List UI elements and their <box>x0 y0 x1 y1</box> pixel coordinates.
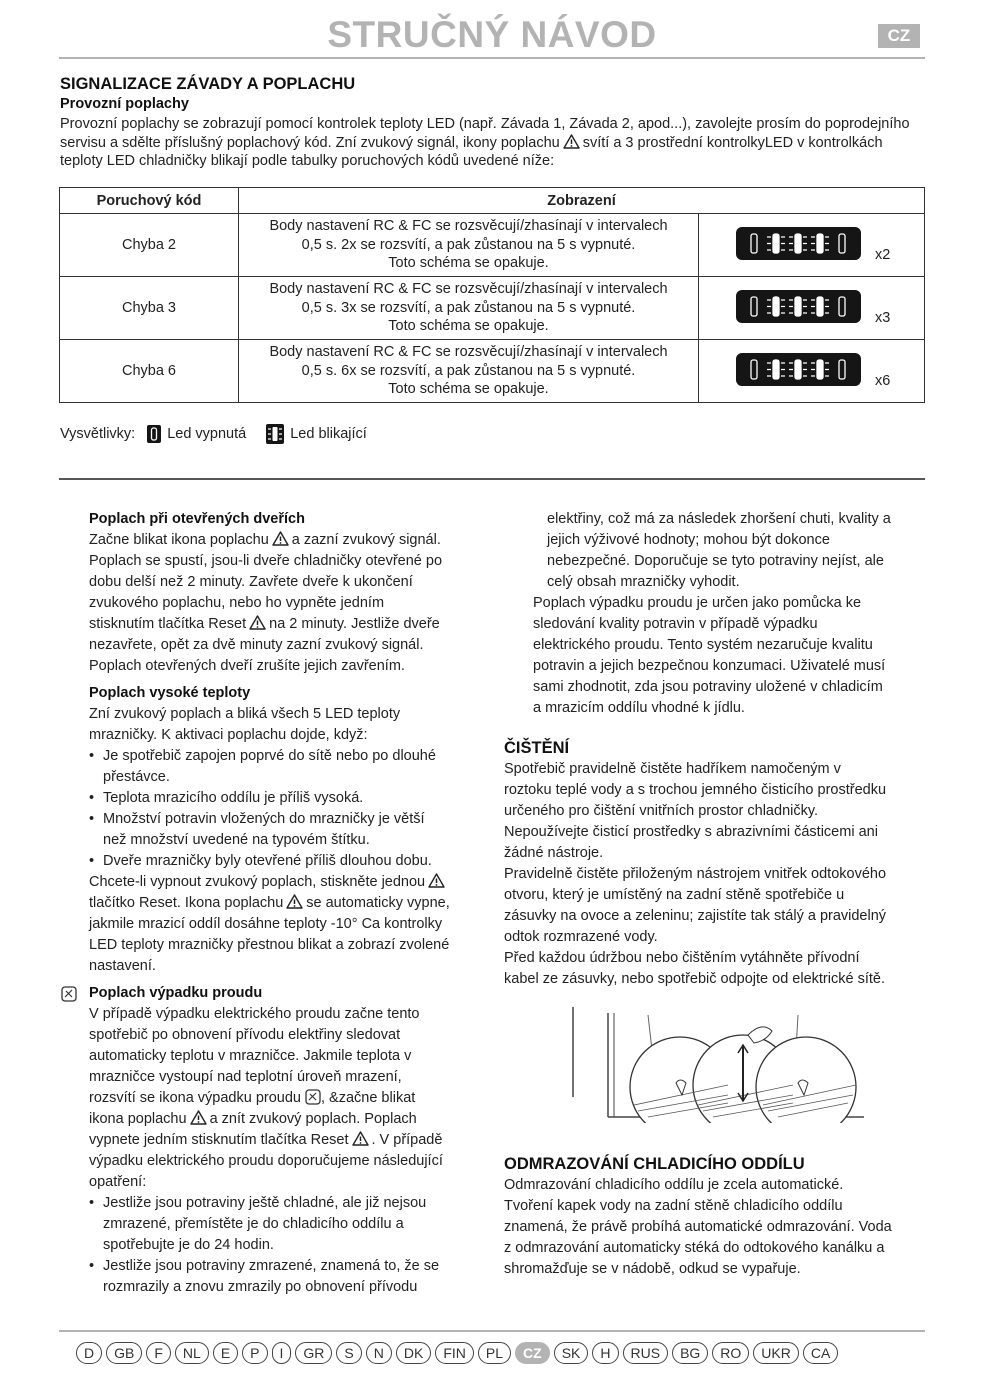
language-option-nl[interactable]: NL <box>175 1342 209 1364</box>
reset-icon <box>349 1132 372 1148</box>
left-column: Poplach při otevřených dveřích Začne blikat ikona poplachu a zazní zvukový signál. Poplach se spustí, jsou-li dveře chladničky otevřené po dobu delší než 2 minuty. Zavřete dveře k ukončení zvukového poplachu, nebo ho vypněte jedním stisknutím tlačítka Reset na 2 minuty. Jestliže dveře nezavřete, opět za dvě minuty zazní zvukový signál. Poplach otevřených dveří zrušíte jejich zavřením. Poplach vysoké teploty Zní zvukový poplach a bliká všech 5 LED teploty mrazničky. K aktivaci poplachu dojde, když: • Je spotřebič zapojen poprvé do sítě nebo po dlouhé přestávce. • Teplota mrazicího oddílu je příliš vysoká. • Množství potravin vložených do mrazničky je větší než množství uvedené na typovém štítku. • Dveře mrazničky byly otevřené příliš dlouhou dobu. Chcete-li vypnout zvukový poplach, stiskněte jednou tlačítko Reset. Ikona poplachu se automaticky vypne, jakmile mrazicí oddíl dosáhne teploty -10° Ca kontrolky LED teploty mrazničky přestnou blikat a zobrazí zvolené nastavení. Poplach výpadku proudu V případě výpadku elektrického proudu začne tento spotřebič po obnovení přívodu elektřiny sledovat automaticky teplotu v mrazničce. Jakmile teplota v mrazničce vystoupí nad teplotní úroveň mrazení, rozsvítí se ikona výpadku proudu , &začne blikat ikona poplachu a znít zvukový poplach. Poplach vypnete jedním stisknutím tlačítka Reset . V případě výpadku elektrického proudu doporučujeme následující opatření: • Jestliže jsou potraviny ještě chladné, ale již nejsou zmrazené, přemístěte je do chladicího oddílu a spotřebujte je do 24 hodin. • Jestliže jsou potraviny zmrazené, znamená to, že se rozmrazily a znovu zmrazily po obnovení přívodu <box>89 509 489 1298</box>
language-option-h[interactable]: H <box>592 1342 618 1364</box>
list-item: • Jestliže jsou potraviny ještě chladné, ale již nejsou zmrazené, přemístěte je do chladicího oddílu a spotřebujte je do 24 hodin. <box>89 1193 489 1256</box>
legend-label: Vysvětlivky: <box>60 426 136 442</box>
display-cell <box>699 277 925 340</box>
led-off-icon <box>839 360 845 379</box>
legend <box>60 424 373 444</box>
blink-count: x6 <box>875 373 891 389</box>
power-failure-alarm-title: Poplach výpadku proudu <box>89 983 489 1004</box>
language-option-pl[interactable]: PL <box>478 1342 511 1364</box>
led-off-icon <box>839 234 845 253</box>
legend-led-off: Led vypnutá <box>167 426 247 442</box>
high-temp-alarm-title: Poplach vysoké teploty <box>89 685 251 701</box>
language-option-ukr[interactable]: UKR <box>753 1342 799 1364</box>
defrost-section: ODMRAZOVÁNÍ CHLADICÍHO ODDÍLU Odmrazování chladicího oddílu je zcela automatické. Tvoření kapek vody na zadní stěně chladicího oddílu znamená, že právě probíhá automatické odmrazování. Voda z odmrazování automaticky stéká do odtokového kanálku a shromažďuje se v nádobě, odkud se vypařuje. <box>504 1154 929 1280</box>
language-option-ca[interactable]: CA <box>803 1342 838 1364</box>
alarm-icon <box>269 532 292 548</box>
list-item: • Dveře mrazničky byly otevřené příliš dlouhou dobu. <box>89 851 489 872</box>
alarm-icon <box>187 1111 210 1127</box>
column-header-code: Poruchový kód <box>60 188 239 214</box>
fault-code: Chyba 2 <box>60 214 239 277</box>
led-off-icon <box>839 297 845 316</box>
language-option-sk[interactable]: SK <box>554 1342 589 1364</box>
list-item: • Množství potravin vložených do mrazničky je větší než množství uvedené na typovém štítku. <box>89 809 489 851</box>
led-blink-icon <box>767 297 785 316</box>
fault-description: Body nastavení RC & FC se rozsvěcují/zhasínají v intervalech 0,5 s. 3x se rozsvítí, a pak zůstanou na 5 s vypnuté. Toto schéma se opakuje. <box>239 277 699 340</box>
fault-description: Body nastavení RC & FC se rozsvěcují/zhasínají v intervalech 0,5 s. 6x se rozsvítí, a pak zůstanou na 5 s vypnuté. Toto schéma se opakuje. <box>239 340 699 403</box>
led-blink-icon <box>789 297 807 316</box>
fault-description: Body nastavení RC & FC se rozsvěcují/zhasínají v intervalech 0,5 s. 2x se rozsvítí, a pak zůstanou na 5 s vypnuté. Toto schéma se opakuje. <box>239 214 699 277</box>
language-option-d[interactable]: D <box>76 1342 102 1364</box>
alarm-icon <box>560 135 583 151</box>
section-subtitle: Provozní poplachy <box>60 96 189 112</box>
language-option-f[interactable]: F <box>146 1342 171 1364</box>
led-off-icon <box>147 425 161 443</box>
led-off-icon <box>751 360 757 379</box>
legend-led-blink: Led blikající <box>290 426 367 442</box>
right-column-continuation: elektřiny, což má za následek zhoršení chuti, kvality a jejich výživové hodnoty; mohou být dokonce nebezpečné. Doporučuje se tyto potraviny nejíst, ale celý obsah mrazničky vyhodit. Poplach výpadku proudu je určen jako pomůcka ke sledování kvality potravin v případě výpadku elektrického proudu. Tento systém nezaručuje kvalitu potravin a jejich bezpečnou konzumaci. Uživatelé musí sami zhodnotit, zda jsou potraviny uložené v chladicím a mrazicím oddílu vhodné k jídlu. <box>533 511 891 716</box>
table-header-row <box>60 188 925 214</box>
led-blink-icon <box>266 424 284 444</box>
alarm-icon <box>425 874 448 890</box>
defrost-title: ODMRAZOVÁNÍ CHLADICÍHO ODDÍLU <box>504 1155 805 1173</box>
blink-count: x2 <box>875 247 891 263</box>
language-badge: CZ <box>878 24 920 48</box>
reset-icon <box>246 616 269 632</box>
table-row <box>60 277 925 340</box>
list-item: • Je spotřebič zapojen poprvé do sítě nebo po dlouhé přestávce. <box>89 746 489 788</box>
language-option-bg[interactable]: BG <box>672 1342 708 1364</box>
led-panel-icon <box>736 290 861 323</box>
table-row <box>60 340 925 403</box>
led-off-icon <box>751 297 757 316</box>
language-option-dk[interactable]: DK <box>396 1342 431 1364</box>
language-option-rus[interactable]: RUS <box>623 1342 669 1364</box>
led-blink-icon <box>789 360 807 379</box>
led-blink-icon <box>767 234 785 253</box>
list-item: • Teplota mrazicího oddílu je příliš vysoká. <box>89 788 489 809</box>
blink-count: x3 <box>875 310 891 326</box>
led-blink-icon <box>811 360 829 379</box>
table-row <box>60 214 925 277</box>
fault-code: Chyba 6 <box>60 340 239 403</box>
language-option-fin[interactable]: FIN <box>435 1342 474 1364</box>
drain-cleaning-illustration <box>568 1005 868 1123</box>
column-header-display: Zobrazení <box>239 188 925 214</box>
language-option-p[interactable]: P <box>242 1342 267 1364</box>
language-option-i[interactable]: I <box>272 1342 292 1364</box>
led-off-icon <box>751 234 757 253</box>
cleaning-section: ČIŠTĚNÍ Spotřebič pravidelně čistěte hadříkem namočeným v roztoku teplé vody a s trochou jemného čisticího prostředku určeného pro čištění vnitřních prostor chladničky. Nepoužívejte čisticí prostředky s abrazivními částicemi ani žádné nástroje. Pravidelně čistěte přiloženým nástrojem vnitřek odtokového otvoru, který je umístěný na zadní stěně spotřebiče u zásuvky na ovoce a zeleninu; zajistíte tak stálý a pravidelný odtok rozmrazené vody. Před každou údržbou nebo čištěním vytáhněte přívodní kabel ze zásuvky, nebo spotřebič odpojte od elektrické sítě. <box>504 738 929 990</box>
section-divider <box>59 478 925 480</box>
display-cell <box>699 340 925 403</box>
footer-divider <box>59 1330 925 1332</box>
header-divider <box>59 57 925 59</box>
language-selector <box>76 1342 838 1364</box>
list-item: • Jestliže jsou potraviny zmrazené, znamená to, že se rozmrazily a znovu zmrazily po obnovení přívodu <box>89 1256 489 1298</box>
led-blink-icon <box>789 234 807 253</box>
alarm-icon <box>283 895 306 911</box>
section-title-alarms: SIGNALIZACE ZÁVADY A POPLACHU <box>60 75 356 93</box>
led-blink-icon <box>811 297 829 316</box>
led-blink-icon <box>767 360 785 379</box>
language-option-ro[interactable]: RO <box>712 1342 749 1364</box>
language-option-n[interactable]: N <box>366 1342 392 1364</box>
language-option-e[interactable]: E <box>213 1342 238 1364</box>
fault-code-table <box>59 187 925 403</box>
led-panel-icon <box>736 227 861 260</box>
display-cell <box>699 214 925 277</box>
led-panel-icon <box>736 353 861 386</box>
language-option-gb[interactable]: GB <box>106 1342 142 1364</box>
led-blink-icon <box>811 234 829 253</box>
page-title: STRUČNÝ NÁVOD <box>327 14 657 55</box>
language-option-s[interactable]: S <box>336 1342 361 1364</box>
power-failure-icon <box>61 986 77 1002</box>
cleaning-title: ČIŠTĚNÍ <box>504 739 570 757</box>
power-failure-icon <box>305 1089 321 1105</box>
door-alarm-title: Poplach při otevřených dveřích <box>89 511 305 527</box>
fault-code: Chyba 3 <box>60 277 239 340</box>
intro-text: Provozní poplachy se zobrazují pomocí kontrolek teploty LED (např. Závada 1, Závada 2, apod...), zavolejte prosím do poprodejního servisu a sdělte příslušný poplachový kód. Zní zvukový signál, ikony poplachu svítí a 3 prostřední kontrolkyLED v kontrolkách teploty LED chladničky blikají podle tabulky poruchových kódů uvedené níže: <box>60 116 910 169</box>
language-option-gr[interactable]: GR <box>295 1342 332 1364</box>
language-option-cz[interactable]: CZ <box>515 1342 550 1364</box>
